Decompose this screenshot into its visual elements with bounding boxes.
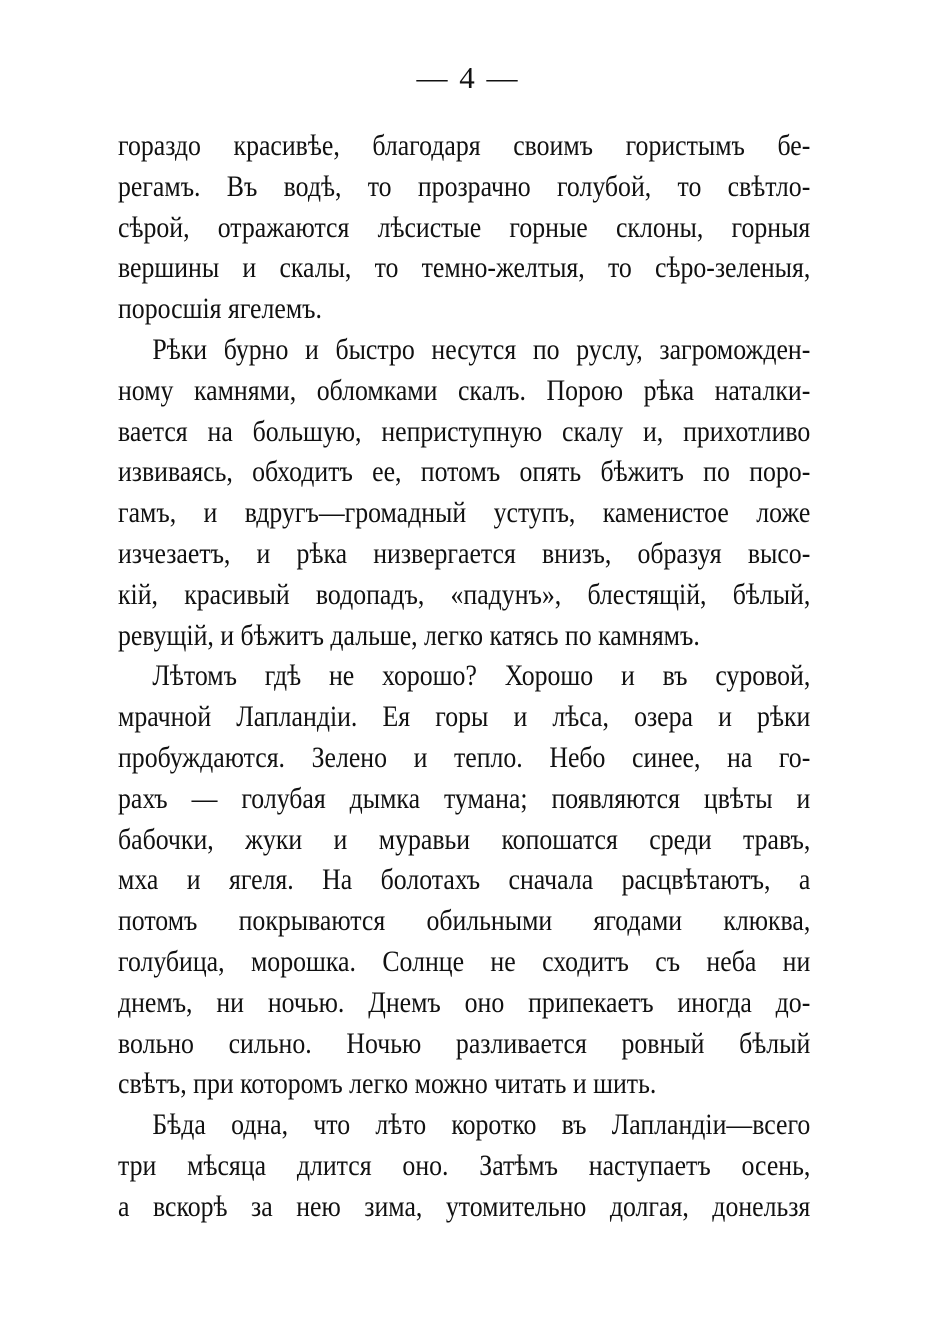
text-line: пробуждаются. Зелено и тепло. Небо синее, на го-: [118, 740, 811, 774]
text-line: изчезаетъ, и рѣка низвергается внизъ, образуя высо-: [118, 536, 811, 570]
text-line: мрачной Лапландіи. Ея горы и лѣса, озера и рѣки: [118, 700, 811, 734]
text-line: потомъ покрываются обильными ягодами клюква,: [118, 904, 811, 938]
text-line: три мѣсяца длится оно. Затѣмъ наступаетъ осень,: [118, 1148, 811, 1182]
text-line: извиваясь, обходитъ ее, потомъ опять бѣжитъ по поро-: [118, 455, 811, 489]
text-line: рахъ — голубая дымка тумана; появляются цвѣты и: [118, 781, 811, 815]
text-line: голубица, морошка. Солнце не сходитъ съ неба ни: [118, 944, 811, 978]
text-line: гамъ, и вдругъ—громадный уступъ, каменистое ложе: [118, 496, 811, 530]
text-line: вершины и скалы, то темно-желтыя, то сѣро-зеленыя,: [118, 251, 811, 285]
text-line: поросшія ягелемъ.: [118, 292, 322, 326]
text-line: бабочки, жуки и муравьи копошатся среди травъ,: [118, 822, 811, 856]
text-line: а вскорѣ за нею зима, утомительно долгая, донельзя: [118, 1189, 811, 1223]
text-line: свѣтъ, при которомъ легко можно читать и шить.: [118, 1067, 657, 1101]
page-number: — 4 —: [416, 60, 520, 95]
text-line: мха и ягеля. На болотахъ сначала расцвѣтаютъ, а: [118, 863, 811, 897]
text-line: регамъ. Въ водѣ, то прозрачно голубой, то свѣтло-: [118, 169, 811, 203]
text-line: гораздо красивѣе, благодаря своимъ гористымъ бе-: [118, 129, 811, 162]
body-text: [118, 126, 810, 1228]
text-line: Рѣки бурно и быстро несутся по руслу, загроможден-: [152, 332, 811, 366]
text-line: Лѣтомъ гдѣ не хорошо? Хорошо и въ суровой,: [152, 659, 811, 693]
text-line: ному камнями, обломками скалъ. Порою рѣка наталки-: [118, 373, 811, 407]
text-line: сѣрой, отражаются лѣсистые горные склоны, горныя: [118, 210, 811, 244]
text-line: кій, красивый водопадъ, «падунъ», блестящій, бѣлый,: [118, 577, 811, 611]
text-line: днемъ, ни ночью. Днемъ оно припекаетъ иногда до-: [118, 985, 811, 1019]
text-line: Бѣда одна, что лѣто коротко въ Лапландіи—всего: [152, 1108, 811, 1142]
text-line: вается на большую, неприступную скалу и, прихотливо: [118, 414, 811, 448]
text-line: вольно сильно. Ночью разливается ровный бѣлый: [118, 1026, 811, 1060]
text-line: ревущій, и бѣжитъ дальше, легко катясь по камнямъ.: [118, 618, 700, 652]
